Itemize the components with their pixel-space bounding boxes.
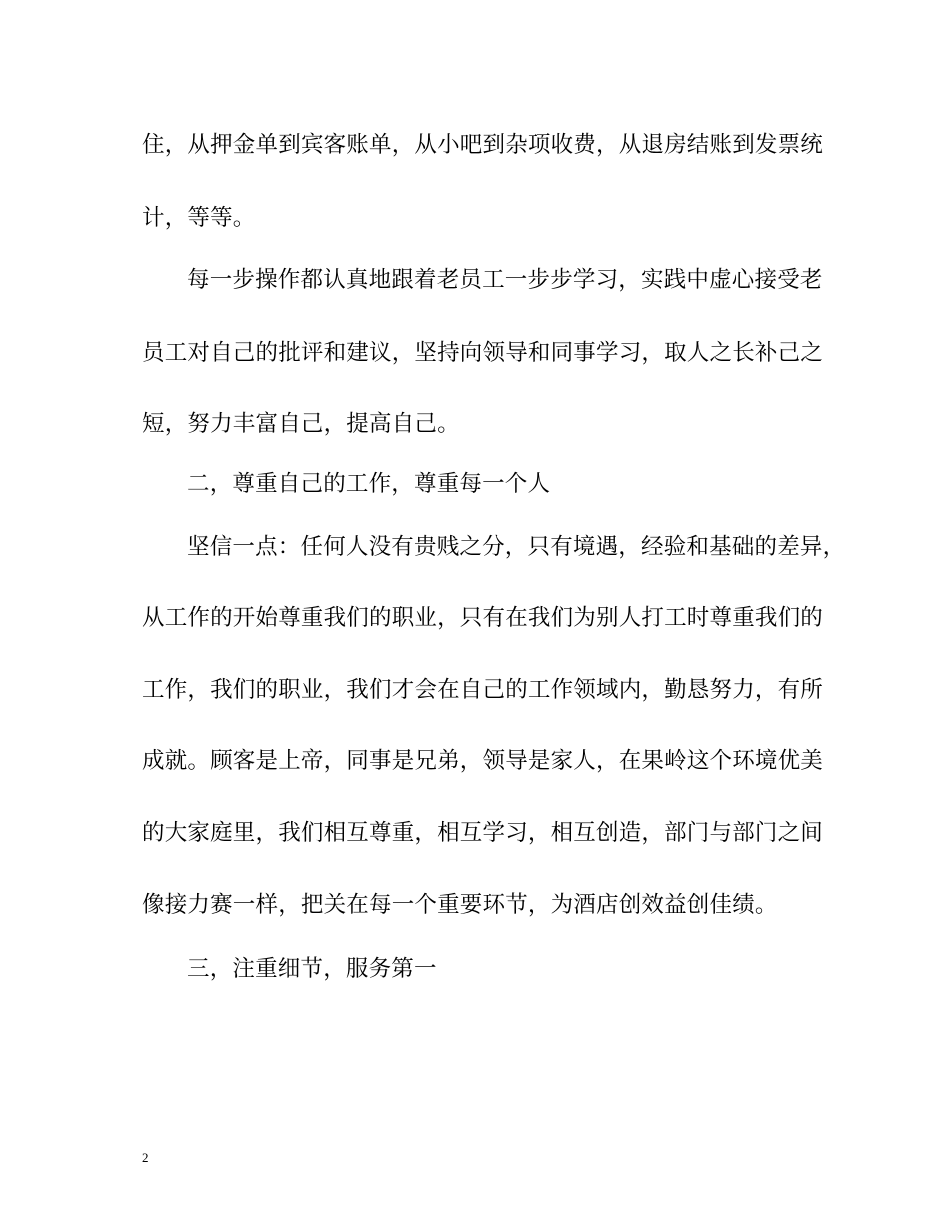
paragraph-first-line: 坚信一点：任何人没有贵贱之分，只有境遇，经验和基础的差异， bbox=[187, 534, 846, 560]
body-text-line: 成就。顾客是上帝，同事是兄弟，领导是家人，在果岭这个环境优美 bbox=[142, 748, 824, 774]
body-text-line: 计，等等。 bbox=[142, 205, 256, 231]
section-heading: 二，尊重自己的工作，尊重每一个人 bbox=[187, 471, 551, 497]
body-text-line: 工作，我们的职业，我们才会在自己的工作领域内，勤恳努力，有所 bbox=[142, 677, 824, 703]
body-text-line: 员工对自己的批评和建议，坚持向领导和同事学习，取人之长补己之 bbox=[142, 340, 824, 366]
body-text-line: 住，从押金单到宾客账单，从小吧到杂项收费，从退房结账到发票统 bbox=[142, 132, 824, 158]
body-text-line: 像接力赛一样，把关在每一个重要环节，为酒店创效益创佳绩。 bbox=[142, 892, 778, 918]
paragraph-first-line: 每一步操作都认真地跟着老员工一步步学习，实践中虚心接受老 bbox=[187, 267, 823, 293]
section-heading: 三，注重细节，服务第一 bbox=[187, 956, 437, 982]
body-text-line: 的大家庭里，我们相互尊重，相互学习，相互创造，部门与部门之间 bbox=[142, 820, 824, 846]
body-text-line: 短，努力丰富自己，提高自己。 bbox=[142, 411, 460, 437]
page-number: 2 bbox=[142, 1150, 149, 1165]
body-text-line: 从工作的开始尊重我们的职业，只有在我们为别人打工时尊重我们的 bbox=[142, 605, 824, 631]
